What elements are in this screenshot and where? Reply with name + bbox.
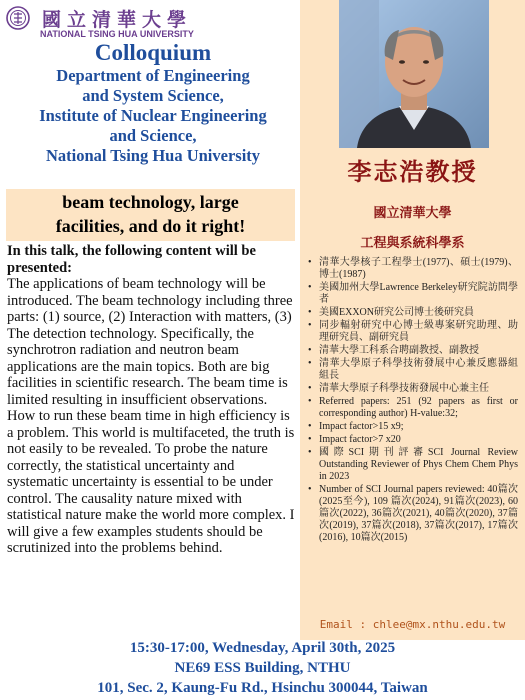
abstract-body: The applications of beam technology will be introduced. The beam technology including three parts: (1) source, (2) Interaction with matters, (3) The detection technology. Specifically, the synchrotron radiation and neutron beam applications are the main topics. Both are big facilities in scientific research. The beam time is limited resulting in insufficient observations. How to run these beam time in high efficiency is a problem. This world is multifaceted, the truth is not easily to be revealed. To probe the nature correctly, the statistical uncertainty and systematic uncertainty is essential to be under control. The causality nature mixed with statistical nature make the world more complex. I will give a few examples students should be scrutinized into the problems behind. [7, 276, 295, 556]
talk-title-banner [6, 189, 295, 241]
bio-item: • 國際SCI期刊評審SCI Journal Review Outstanding Reviewer of Phys Chem Chem Phys in 2023 [306, 447, 518, 483]
event-details [0, 638, 525, 698]
bio-item: • Number of SCI Journal papers reviewed: 40篇次 (2025至今), 109 篇次(2024), 91篇次(2023), 60篇次(2022), 36篇次(2021), 40篇次(2020), 37篇次(2019), 37篇次(2018), 37篇次(2017), 17篇次(2016), 10篇次(2015) [306, 484, 518, 544]
institute-line: Institute of Nuclear Engineering [39, 106, 267, 125]
bio-item: • Impact factor>7 x20 [306, 434, 518, 446]
bio-item: • 清華大學核子工程學士(1977)、碩士(1979)、博士(1987) [306, 257, 518, 281]
speaker-bio-list [306, 257, 518, 545]
speaker-university: 國立清華大學 [373, 206, 452, 221]
university-line: National Tsing Hua University [45, 146, 261, 165]
speaker-department: 工程與系統科學系 [360, 236, 465, 251]
bio-item: • 清華大學原子科學技術發展中心兼反應器組組長 [306, 358, 518, 382]
bio-item: • 美國加州大學Lawrence Berkeley研究院訪問學者 [306, 282, 518, 306]
speaker-name: 李志浩教授 [347, 157, 478, 186]
talk-title-line: beam technology, large [62, 192, 239, 212]
university-seal-icon [6, 6, 30, 30]
talk-abstract [7, 243, 296, 557]
event-venue: NE69 ESS Building, NTHU [174, 660, 351, 676]
abstract-intro: In this talk, the following content will be presented: [7, 243, 256, 276]
bio-item: • 同步輻射研究中心博士級專案研究助理、助理研究員、副研究員 [306, 320, 518, 344]
speaker-photo [339, 0, 489, 148]
talk-title-line: facilities, and do it right! [55, 216, 246, 236]
bio-item: • 清華大學工科系合聘副教授、副教授 [306, 345, 518, 357]
department-line: and System Science, [82, 86, 224, 105]
university-logo [6, 4, 216, 40]
colloquium-title: Colloquium [94, 40, 212, 65]
university-name-en: NATIONAL TSING HUA UNIVERSITY [40, 29, 194, 39]
event-address: 101, Sec. 2, Kaung-Fu Rd., Hsinchu 300044, Taiwan [97, 680, 428, 696]
university-name-cn: 國立清華大學 [42, 9, 193, 31]
department-line: Department of Engineering [56, 66, 250, 85]
bio-item: • Referred papers: 251 (92 papers as first or corresponding author) H-value:32; [306, 396, 518, 420]
speaker-email[interactable]: Email : chlee@mx.nthu.edu.tw [319, 618, 506, 631]
bio-item: • 美國EXXON研究公司博士後研究員 [306, 307, 518, 319]
bio-item: • Impact factor>15 x9; [306, 421, 518, 433]
institute-line: and Science, [109, 126, 197, 145]
bio-item: • 清華大學原子科學技術發展中心兼主任 [306, 383, 518, 395]
colloquium-header [8, 40, 298, 166]
event-time: 15:30-17:00, Wednesday, April 30th, 2025 [129, 640, 396, 656]
